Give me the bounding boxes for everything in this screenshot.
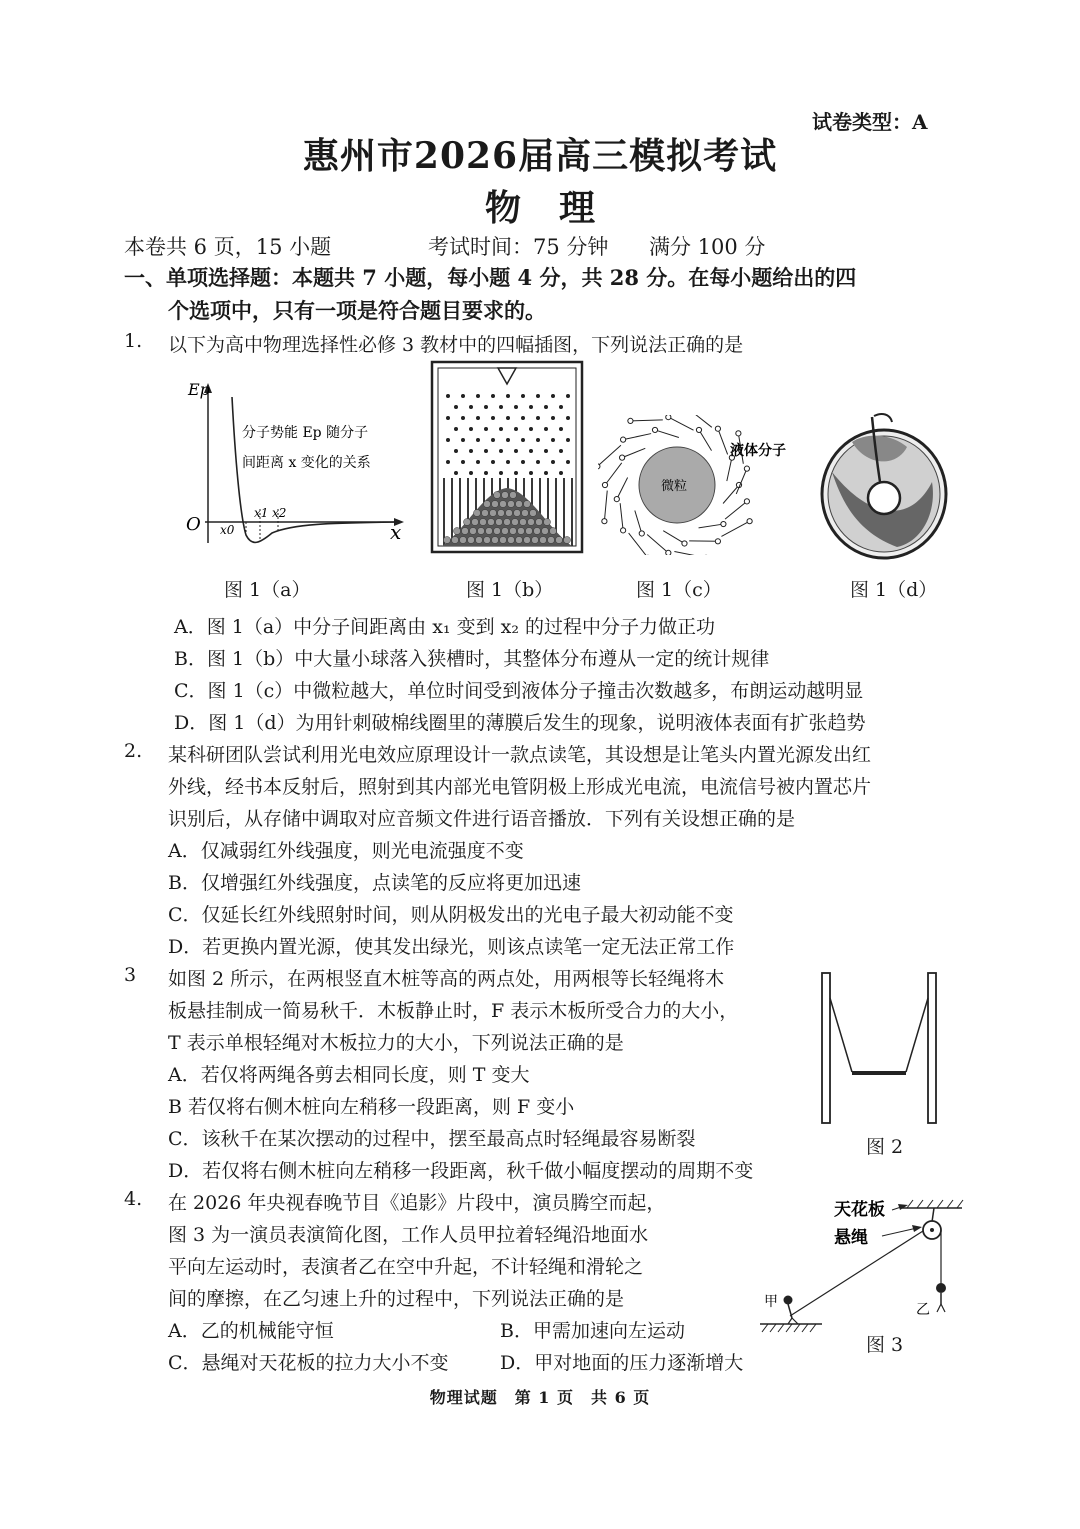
galton-peg — [476, 460, 480, 464]
galton-ball — [486, 528, 493, 535]
galton-peg — [491, 416, 495, 420]
q4-stem-3: 平向左运动时，表演者乙在空中升起，不计轻绳和滑轮之 — [168, 1256, 644, 1278]
galton-peg — [499, 405, 503, 409]
q4-option-a: A．乙的机械能守恒 — [168, 1320, 334, 1342]
fig3-yi-label: 乙 — [916, 1302, 930, 1318]
fig1b-caption: 图 1（b） — [466, 579, 554, 601]
galton-ball — [500, 501, 507, 508]
q2-stem-3: 识别后，从存储中调取对应音频文件进行语音播放．下列有关设想正确的是 — [168, 808, 796, 830]
galton-ball — [556, 537, 563, 544]
liquid-molecule — [744, 499, 749, 504]
q2-number: 2. — [124, 740, 143, 762]
galton-ball — [492, 501, 499, 508]
galton-ball — [478, 528, 485, 535]
fig3-jia-label: 甲 — [764, 1294, 778, 1310]
galton-ball — [524, 537, 531, 544]
galton-ball — [528, 519, 535, 526]
galton-peg — [536, 460, 540, 464]
galton-peg — [484, 427, 488, 431]
galton-ball — [496, 519, 503, 526]
galton-ball — [510, 492, 517, 499]
galton-peg — [499, 427, 503, 431]
q2-option-b: B．仅增强红外线强度，点读笔的反应将更加迅速 — [168, 872, 581, 894]
q1-stem: 以下为高中物理选择性必修 3 教材中的四幅插图，下列说法正确的是 — [168, 334, 744, 356]
galton-ball — [464, 519, 471, 526]
galton-peg — [446, 416, 450, 420]
galton-peg — [484, 449, 488, 453]
galton-ball — [510, 528, 517, 535]
galton-peg — [536, 416, 540, 420]
galton-peg — [566, 438, 570, 442]
galton-peg — [559, 471, 563, 475]
q2-stem-2: 外线，经书本反射后，照射到其内部光电管阴极上形成光电流，电流信号被内置芯片 — [168, 776, 872, 798]
galton-peg — [454, 427, 458, 431]
molecule-trail — [668, 417, 693, 430]
molecule-trail — [629, 533, 648, 555]
molecule-trail — [598, 445, 621, 466]
q2-stem-1: 某科研团队尝试利用光电效应原理设计一款点读笔，其设想是让笔头内置光源发出红 — [168, 744, 872, 766]
galton-peg — [536, 394, 540, 398]
figure-1b — [430, 360, 585, 555]
galton-ball — [502, 528, 509, 535]
galton-ball — [508, 501, 515, 508]
galton-ball — [534, 528, 541, 535]
galton-peg — [514, 471, 518, 475]
q3-option-c: C．该秋千在某次摆动的过程中，摆至最高点时轻绳最容易断裂 — [168, 1128, 696, 1150]
galton-ball — [540, 537, 547, 544]
galton-ball — [542, 528, 549, 535]
galton-peg — [506, 416, 510, 420]
galton-ball — [520, 519, 527, 526]
galton-peg — [469, 405, 473, 409]
galton-peg — [544, 405, 548, 409]
liquid-molecule — [628, 418, 633, 423]
galton-peg — [461, 394, 465, 398]
galton-ball — [468, 537, 475, 544]
galton-peg — [544, 427, 548, 431]
galton-peg — [551, 460, 555, 464]
galton-ball — [550, 528, 557, 535]
galton-ball — [544, 519, 551, 526]
galton-peg — [514, 449, 518, 453]
galton-ball — [490, 510, 497, 517]
galton-peg — [514, 405, 518, 409]
galton-ball — [470, 528, 477, 535]
galton-ball — [516, 537, 523, 544]
galton-peg — [566, 394, 570, 398]
galton-peg — [529, 427, 533, 431]
info-score: 满分 100 分 — [649, 235, 766, 259]
galton-peg — [454, 405, 458, 409]
galton-ball — [504, 519, 511, 526]
galton-peg — [529, 449, 533, 453]
galton-peg — [454, 449, 458, 453]
q4-option-d: D．甲对地面的压力逐渐增大 — [500, 1352, 744, 1374]
galton-peg — [461, 416, 465, 420]
galton-peg — [566, 460, 570, 464]
liquid-molecule — [747, 519, 752, 524]
galton-peg — [506, 438, 510, 442]
galton-ball — [488, 519, 495, 526]
galton-peg — [506, 460, 510, 464]
exam-title: 惠州市2026届高三模拟考试 — [302, 135, 778, 177]
q1-option-b: B．图 1（b）中大量小球落入狭槽时，其整体分布遵从一定的统计规律 — [174, 648, 770, 670]
q3-number: 3 — [124, 964, 137, 986]
galton-peg — [469, 449, 473, 453]
q3-option-a: A．若仅将两绳各剪去相同长度，则 T 变大 — [168, 1064, 530, 1086]
liquid-molecule — [614, 496, 619, 501]
molecule-trail — [736, 469, 747, 494]
q4-stem-4: 间的摩擦，在乙匀速上升的过程中，下列说法正确的是 — [168, 1288, 625, 1310]
fig1c-molecule-label: 液体分子 — [730, 443, 786, 459]
fig1a-x-label: x — [390, 520, 402, 544]
liquid-molecule — [666, 550, 671, 555]
molecule-trail — [727, 458, 732, 481]
molecule-trail — [622, 448, 645, 457]
fig3-caption: 图 3 — [866, 1334, 904, 1356]
galton-ball — [502, 492, 509, 499]
galton-ball — [524, 501, 531, 508]
galton-ball — [454, 528, 461, 535]
info-pages: 本卷共 6 页，15 小题 — [124, 235, 332, 259]
fig1a-y-label: Ep — [188, 380, 210, 399]
galton-peg — [476, 438, 480, 442]
liquid-molecule — [598, 464, 600, 469]
fig1c-caption: 图 1（c） — [636, 579, 722, 601]
subject-title: 物理 — [484, 187, 633, 229]
galton-peg — [566, 416, 570, 420]
galton-peg — [544, 449, 548, 453]
galton-peg — [521, 438, 525, 442]
fig1a-note-1: 分子势能 Ep 随分子 — [242, 425, 369, 441]
fig1a-caption: 图 1（a） — [224, 579, 311, 601]
molecule-trail — [604, 491, 607, 522]
q2-option-d: D．若更换内置光源，使其发出绿光，则该点读笔一定无法正常工作 — [168, 936, 735, 958]
figure-3 — [752, 1188, 967, 1368]
galton-ball — [494, 492, 501, 499]
fig1a-x1: x1 — [254, 506, 269, 520]
q2-option-a: A．仅减弱红外线强度，则光电流强度不变 — [168, 840, 524, 862]
galton-ball — [506, 510, 513, 517]
paper-type: 试卷类型：A — [812, 110, 928, 134]
galton-ball — [532, 537, 539, 544]
galton-peg — [551, 394, 555, 398]
galton-peg — [454, 471, 458, 475]
galton-ball — [530, 510, 537, 517]
q3-stem-1: 如图 2 所示，在两根竖直木桩等高的两点处，用两根等长轻绳将木 — [168, 968, 725, 990]
figure-1a — [180, 375, 410, 550]
fig1a-x0: x0 — [220, 523, 235, 537]
q3-option-b: B 若仅将右侧木桩向左稍移一段距离，则 F 变小 — [168, 1096, 575, 1118]
galton-ball — [514, 510, 521, 517]
molecule-trail — [647, 534, 668, 552]
liquid-molecule — [744, 466, 749, 471]
galton-peg — [499, 471, 503, 475]
q3-stem-3: T 表示单根轻绳对木板拉力的大小，下列说法正确的是 — [168, 1032, 624, 1054]
galton-peg — [491, 438, 495, 442]
galton-ball — [548, 537, 555, 544]
page-footer: 物理试题 第 1 页 共 6 页 — [429, 1388, 651, 1407]
liquid-molecule — [666, 415, 671, 420]
liquid-molecule — [620, 455, 625, 460]
molecule-trail — [617, 478, 628, 500]
galton-peg — [491, 394, 495, 398]
galton-ball — [476, 537, 483, 544]
galton-peg — [559, 405, 563, 409]
molecule-trail — [725, 501, 747, 519]
q1-option-d: D．图 1（d）为用针刺破棉线圈里的薄膜后发生的现象，说明液体表面有扩张趋势 — [174, 712, 866, 734]
section-heading-line1: 一、单项选择题：本题共 7 小题，每小题 4 分，共 28 分。在每小题给出的四 — [124, 265, 857, 290]
q4-stem-2: 图 3 为一演员表演简化图，工作人员甲拉着轻绳沿地面水 — [168, 1224, 649, 1246]
liquid-molecule — [715, 539, 720, 544]
q4-number: 4. — [124, 1188, 143, 1210]
fig1a-note-2: 间距离 x 变化的关系 — [242, 455, 371, 471]
liquid-molecule — [621, 437, 626, 442]
galton-peg — [484, 471, 488, 475]
galton-peg — [544, 471, 548, 475]
molecule-trail — [605, 463, 622, 485]
molecule-trail — [630, 420, 662, 421]
galton-ball — [484, 501, 491, 508]
molecule-trail — [723, 485, 739, 503]
q3-stem-2: 板悬挂制成一简易秋千．木板静止时，F 表示木板所受合力的大小， — [168, 1000, 739, 1022]
galton-ball — [500, 537, 507, 544]
galton-ball — [518, 528, 525, 535]
galton-ball — [484, 537, 491, 544]
figure-1c — [598, 415, 798, 555]
galton-ball — [480, 519, 487, 526]
fig1c-particle-label: 微粒 — [661, 479, 688, 494]
galton-peg — [506, 394, 510, 398]
q1-option-c: C．图 1（c）中微粒越大，单位时间受到液体分子撞击次数越多，布朗运动越明显 — [174, 680, 864, 702]
galton-peg — [469, 427, 473, 431]
galton-ball — [482, 510, 489, 517]
galton-peg — [551, 416, 555, 420]
galton-ball — [462, 528, 469, 535]
galton-peg — [461, 438, 465, 442]
liquid-molecule — [721, 521, 726, 526]
galton-peg — [521, 394, 525, 398]
liquid-molecule — [652, 427, 657, 432]
galton-ball — [444, 537, 451, 544]
q3-option-d: D．若仅将右侧木桩向左稍移一段距离，秋千做小幅度摆动的周期不变 — [168, 1160, 754, 1182]
galton-ball — [472, 519, 479, 526]
section-heading-line2: 个选项中，只有一项是符合题目要求的。 — [168, 298, 546, 323]
fig3-ceiling-label: 天花板 — [834, 1200, 885, 1220]
molecule-trail — [718, 429, 728, 455]
galton-peg — [469, 471, 473, 475]
galton-ball — [452, 537, 459, 544]
molecule-trail — [635, 510, 642, 533]
galton-ball — [516, 501, 523, 508]
liquid-molecule — [639, 531, 644, 536]
molecule-trail — [687, 415, 712, 427]
liquid-molecule — [696, 427, 701, 432]
liquid-molecule — [682, 541, 687, 546]
molecule-trail — [655, 430, 679, 438]
galton-ball — [498, 510, 505, 517]
galton-ball — [536, 519, 543, 526]
galton-peg — [521, 460, 525, 464]
galton-peg — [559, 449, 563, 453]
liquid-molecule — [715, 426, 720, 431]
galton-peg — [521, 416, 525, 420]
q1-option-a: A．图 1（a）中分子间距离由 x₁ 变到 x₂ 的过程中分子力做正功 — [174, 616, 716, 638]
galton-ball — [460, 537, 467, 544]
galton-peg — [461, 460, 465, 464]
figure-2 — [810, 968, 950, 1128]
galton-peg — [476, 416, 480, 420]
liquid-molecule — [621, 528, 626, 533]
galton-peg — [514, 427, 518, 431]
liquid-molecule — [736, 431, 741, 436]
q2-option-c: C．仅延长红外线照射时间，则从阴极发出的光电子最大初动能不变 — [168, 904, 734, 926]
fig1a-origin: O — [186, 514, 201, 535]
q1-number: 1. — [124, 330, 143, 352]
galton-ball — [522, 510, 529, 517]
galton-peg — [446, 438, 450, 442]
figure-1d — [812, 412, 952, 562]
galton-peg — [551, 438, 555, 442]
liquid-molecule — [602, 519, 607, 524]
molecule-trail — [674, 551, 706, 555]
galton-ball — [494, 528, 501, 535]
fig1a-x2: x2 — [272, 506, 287, 520]
fig3-rope-label: 悬绳 — [834, 1228, 868, 1248]
liquid-molecule — [602, 482, 607, 487]
molecule-trail — [699, 430, 712, 451]
galton-ball — [508, 537, 515, 544]
molecule-trail — [623, 434, 651, 440]
galton-peg — [529, 405, 533, 409]
galton-peg — [559, 427, 563, 431]
galton-ball — [492, 537, 499, 544]
molecule-trail — [663, 531, 684, 544]
galton-peg — [476, 394, 480, 398]
galton-peg — [446, 394, 450, 398]
galton-peg — [491, 460, 495, 464]
molecule-trail — [699, 524, 724, 528]
q4-stem-1: 在 2026 年央视春晚节目《追影》片段中，演员腾空而起， — [168, 1192, 666, 1214]
galton-ball — [564, 537, 571, 544]
fig1d-caption: 图 1（d） — [850, 579, 938, 601]
q4-option-b: B．甲需加速向左运动 — [500, 1320, 685, 1342]
galton-peg — [529, 471, 533, 475]
fig2-caption: 图 2 — [866, 1136, 904, 1158]
galton-ball — [474, 510, 481, 517]
galton-peg — [499, 449, 503, 453]
galton-peg — [536, 438, 540, 442]
galton-peg — [446, 460, 450, 464]
galton-ball — [512, 519, 519, 526]
galton-ball — [526, 528, 533, 535]
info-time: 考试时间：75 分钟 — [428, 235, 609, 259]
q4-option-c: C．悬绳对天花板的拉力大小不变 — [168, 1352, 449, 1374]
molecule-trail — [620, 503, 623, 530]
galton-peg — [484, 405, 488, 409]
